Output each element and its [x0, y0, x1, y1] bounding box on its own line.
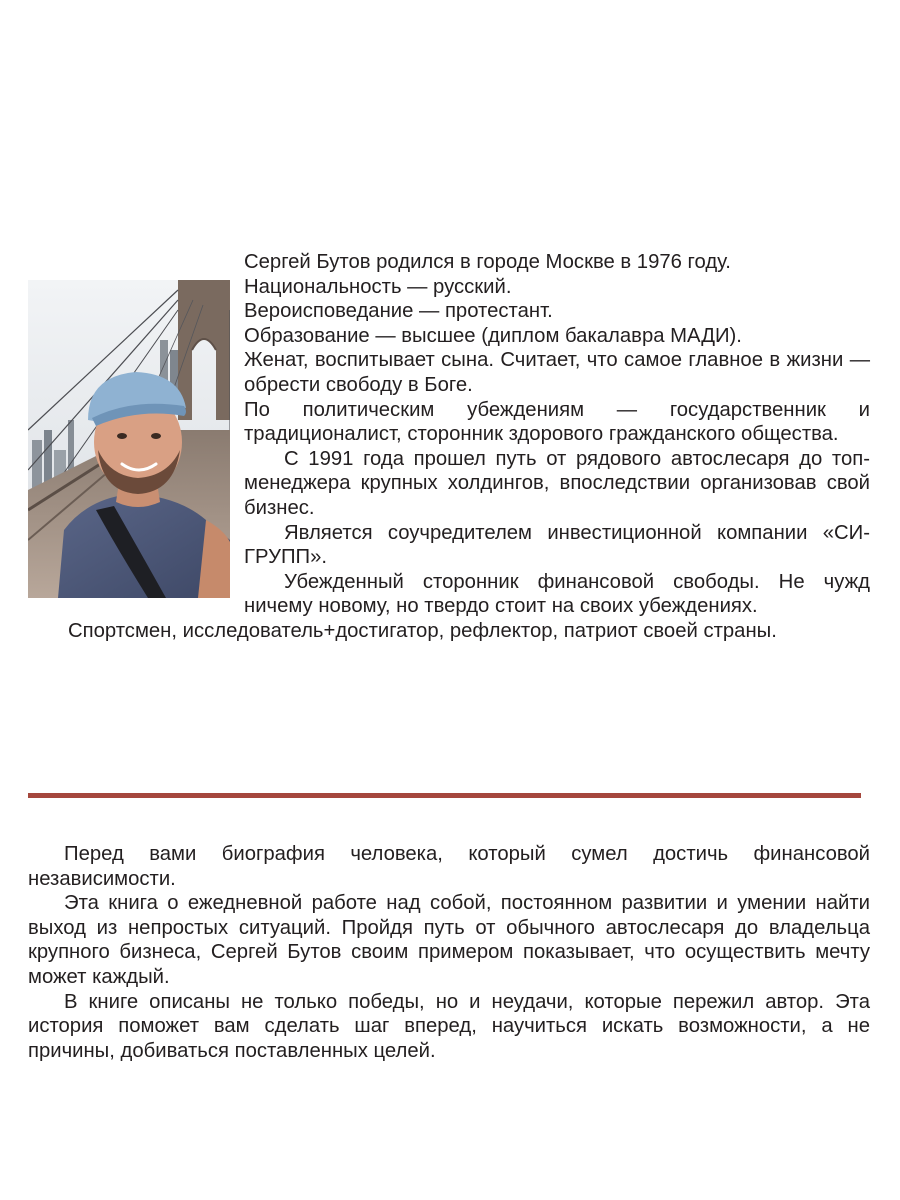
section-divider [28, 793, 861, 798]
bio-paragraph-traits: Спортсмен, исследователь+достигатор, рефлектор, патриот своей страны. [68, 619, 777, 642]
bio-paragraph-religion: Вероисповедание — протестант. [244, 300, 553, 323]
annotation-paragraph-intro: Перед вами биография человека, который сумел достичь финансовой независимости. [28, 843, 870, 890]
bio-paragraph-career: С 1991 года прошел путь от рядового автослесаря до топ-менеджера крупных холдингов, впоследствии организовав свой бизнес. [244, 447, 870, 519]
book-annotation [28, 842, 870, 1063]
annotation-paragraph-about: Эта книга о ежедневной работе над собой, постоянном развитии и умении найти выход из непростых ситуаций. Пройдя путь от обычного автослесаря до владельца крупного бизнеса, Сергей Бутов своим примером показывает, что осуществить мечту может каждый. [28, 892, 870, 988]
bio-paragraph-nationality: Национальность — русский. [244, 275, 512, 298]
bio-paragraph-company: Является соучредителем инвестиционной компании «СИ-ГРУПП». [244, 521, 870, 569]
bio-paragraph-finance: Убежденный сторонник финансовой свободы. Не чужд ничему новому, но твердо стоит на своих убеждениях. [244, 570, 870, 618]
author-bio-section [28, 250, 870, 644]
bio-paragraph-birth: Сергей Бутов родился в городе Москве в 1976 году. [244, 251, 731, 273]
bio-paragraph-family: Женат, воспитывает сына. Считает, что самое главное в жизни — обрести свободу в Боге. [244, 349, 870, 396]
annotation-paragraph-story: В книге описаны не только победы, но и неудачи, которые пережил автор. Эта история поможет вам сделать шаг вперед, научиться искать возможности, а не причины, добиваться поставленных целей. [28, 990, 870, 1062]
bio-paragraph-education: Образование — высшее (диплом бакалавра МАДИ). [244, 324, 742, 347]
author-photo [28, 280, 230, 598]
bio-paragraph-politics: По политическим убеждениям — государственник и традиционалист, сторонник здорового гражданского общества. [244, 398, 870, 446]
